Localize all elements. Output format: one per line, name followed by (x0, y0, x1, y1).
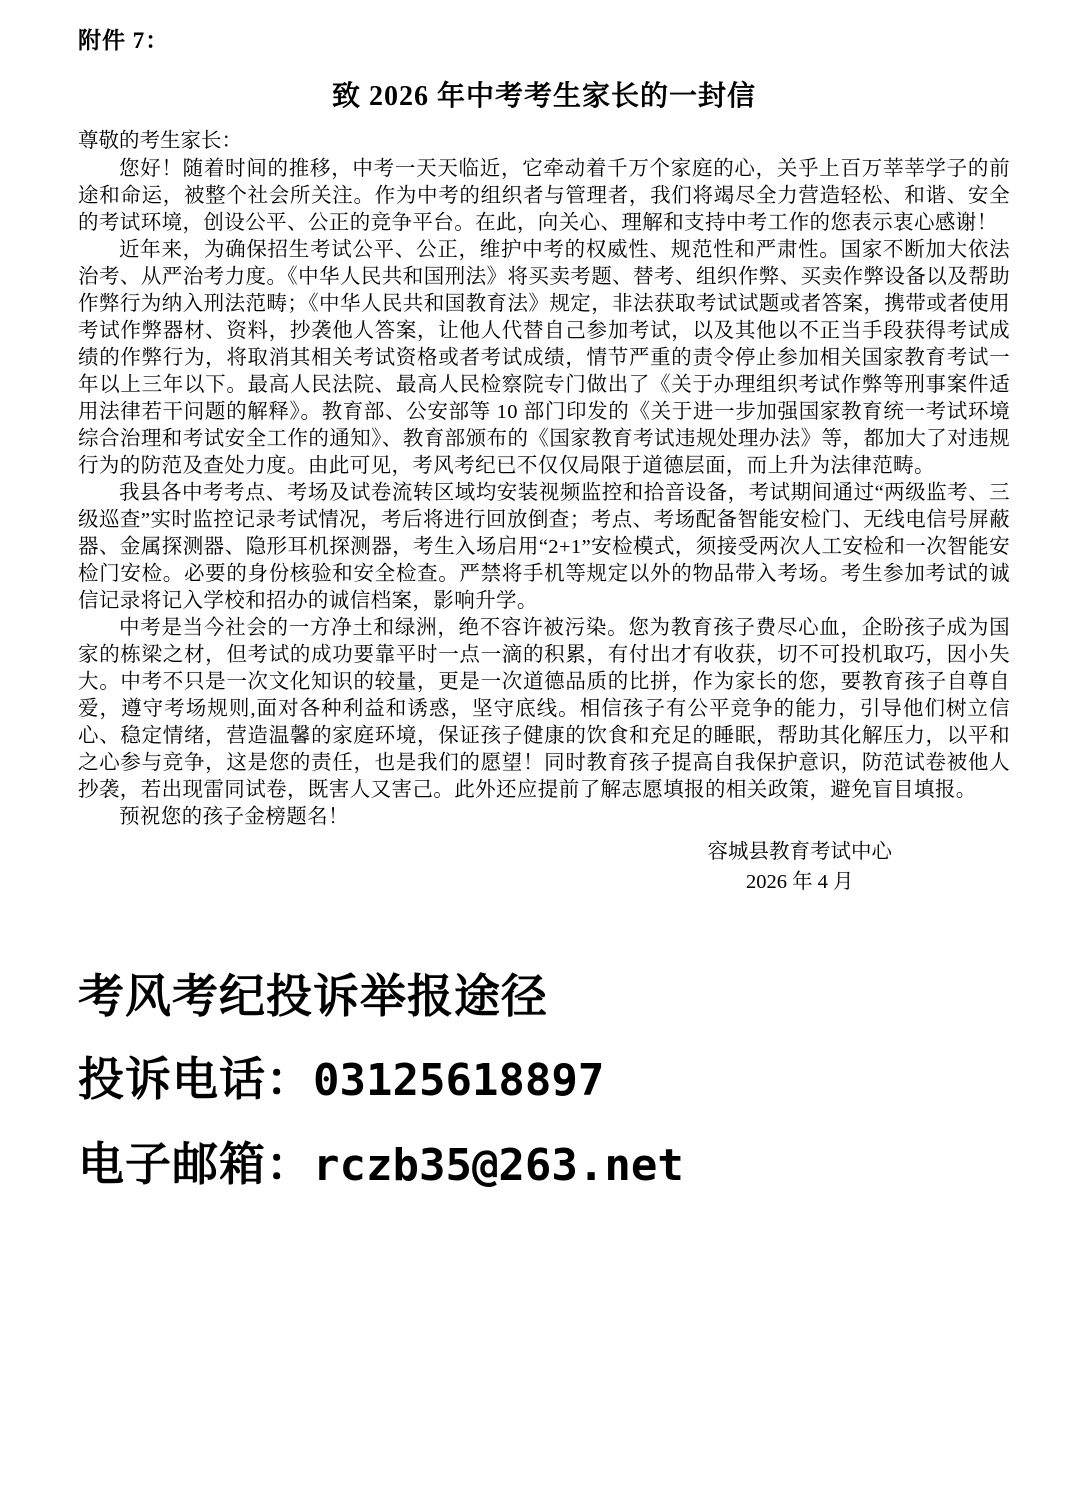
signature-block (708, 837, 893, 897)
complaint-email-label: 电子邮箱： (78, 1138, 313, 1190)
complaint-email-line (78, 1139, 1010, 1191)
complaint-phone-number: 03125618897 (313, 1055, 605, 1106)
body-paragraph-2: 近年来，为确保招生考试公平、公正，维护中考的权威性、规范性和严肃性。国家不断加大依法治考、从严治考力度。《中华人民共和国刑法》将买卖考题、替考、组织作弊、买卖作弊设备以及帮助作弊行为纳入刑法范畴；《中华人民共和国教育法》规定，非法获取考试试题或者答案，携带或者使用考试作弊器材、资料，抄袭他人答案，让他人代替自己参加考试，以及其他以不正当手段获得考试成绩的作弊行为，将取消其相关考试资格或者考试成绩，情节严重的责令停止参加相关国家教育考试一年以上三年以下。最高人民法院、最高人民检察院专门做出了《关于办理组织考试作弊等刑事案件适用法律若干问题的解释》。教育部、公安部等 10 部门印发的《关于进一步加强国家教育统一考试环境综合治理和考试安全工作的通知》、教育部颁布的《国家教育考试违规处理办法》等，都加大了对违规行为的防范及查处力度。由此可见，考风考纪已不仅仅局限于道德层面，而上升为法律范畴。 (78, 239, 1010, 477)
body-paragraph-3: 我县各中考考点、考场及试卷流转区域均安装视频监控和拾音设备，考试期间通过“两级监考、三级巡查”实时监控记录考试情况，考后将进行回放倒查；考点、考场配备智能安检门、无线电信号屏蔽器、金属探测器、隐形耳机探测器，考生入场启用“2+1”安检模式，须接受两次人工安检和一次智能安检门安检。必要的身份核验和安全检查。严禁将手机等规定以外的物品带入考场。考生参加考试的诚信记录将记入学校和招办的诚信档案，影响升学。 (78, 482, 1010, 612)
complaint-phone-line (78, 1054, 1010, 1106)
complaint-email-address: rczb35@263.net (313, 1140, 684, 1191)
letter-body (78, 156, 1010, 831)
body-paragraph-4: 中考是当今社会的一方净土和绿洲，绝不容许被污染。您为教育孩子费尽心血，企盼孩子成为国家的栋梁之材，但考试的成功要靠平时一点一滴的积累，有付出才有收获，切不可投机取巧，因小失大。中考不只是一次文化知识的较量，更是一次道德品质的比拼，作为家长的您，要教育孩子自尊自爱，遵守考场规则,面对各种利益和诱惑，坚守底线。相信孩子有公平竞争的能力，引导他们树立信心、稳定情绪，营造温馨的家庭环境，保证孩子健康的饮食和充足的睡眠，帮助其化解压力，以平和之心参与竞争，这是您的责任，也是我们的愿望！同时教育孩子提高自我保护意识，防范试卷被他人抄袭，若出现雷同试卷，既害人又害己。此外还应提前了解志愿填报的相关政策，避免盲目填报。 (78, 617, 1010, 801)
report-section (78, 971, 1010, 1191)
salutation: 尊敬的考生家长： (78, 130, 242, 152)
page-title: 致 2026 年中考考生家长的一封信 (331, 81, 756, 112)
report-heading: 考风考纪投诉举报途径 (78, 970, 548, 1022)
body-paragraph-closing: 预祝您的孩子金榜题名！ (119, 806, 349, 828)
complaint-phone-label: 投诉电话： (78, 1053, 313, 1105)
signature-org: 容城县教育考试中心 (707, 841, 892, 863)
attachment-label: 附件 7： (78, 28, 170, 53)
signature-date: 2026 年 4 月 (745, 871, 854, 893)
body-paragraph-1: 您好！随着时间的推移，中考一天天临近，它牵动着千万个家庭的心，关乎上百万莘莘学子的前途和命运，被整个社会所关注。作为中考的组织者与管理者，我们将竭尽全力营造轻松、和谐、安全的考试环境，创设公平、公正的竞争平台。在此，向关心、理解和支持中考工作的您表示衷心感谢！ (78, 158, 1010, 234)
